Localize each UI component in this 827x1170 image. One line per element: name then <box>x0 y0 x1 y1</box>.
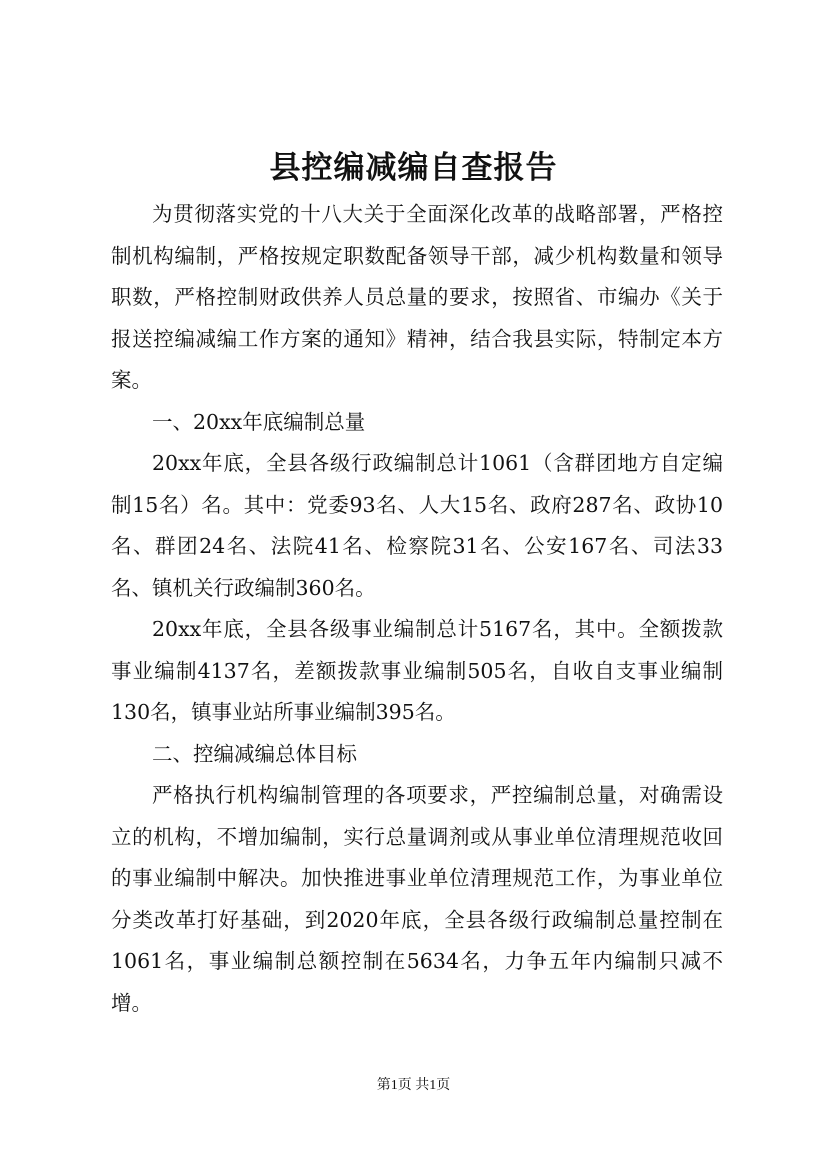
paragraph-admin-staffing: 20xx年底，全县各级行政编制总计1061（含群团地方自定编制15名）名。其中：党委93名、人大15名、政府287名、政协10名、群团24名、法院41名、检察院31名、公安167名、司法33名、镇机关行政编制360名。 <box>111 451 723 600</box>
page-footer: 第1页 共1页 <box>376 1078 451 1093</box>
document-title: 县控编减编自查报告 <box>269 150 558 186</box>
section-heading-1: 一、20xx年底编制总量 <box>152 409 366 434</box>
document-body <box>111 194 723 1024</box>
paragraph-targets: 严格执行机构编制管理的各项要求，严控编制总量，对确需设立的机构，不增加编制，实行总量调剂或从事业单位清理规范收回的事业编制中解决。加快推进事业单位清理规范工作，为事业单位分类改革打好基础，到2020年底，全县各级行政编制总量控制在1061名，事业编制总额控制在5634名，力争五年内编制只减不增。 <box>111 783 723 1015</box>
paragraph-intro: 为贯彻落实党的十八大关于全面深化改革的战略部署，严格控制机构编制，严格按规定职数配备领导干部，减少机构数量和领导职数，严格控制财政供养人员总量的要求，按照省、市编办《关于报送控编减编工作方案的通知》精神，结合我县实际，特制定本方案。 <box>111 202 723 392</box>
section-heading-2: 二、控编减编总体目标 <box>152 741 357 766</box>
paragraph-public-institution-staffing: 20xx年底，全县各级事业编制总计5167名，其中。全额拨款事业编制4137名，差额拨款事业编制505名，自收自支事业编制130名，镇事业站所事业编制395名。 <box>111 617 723 724</box>
